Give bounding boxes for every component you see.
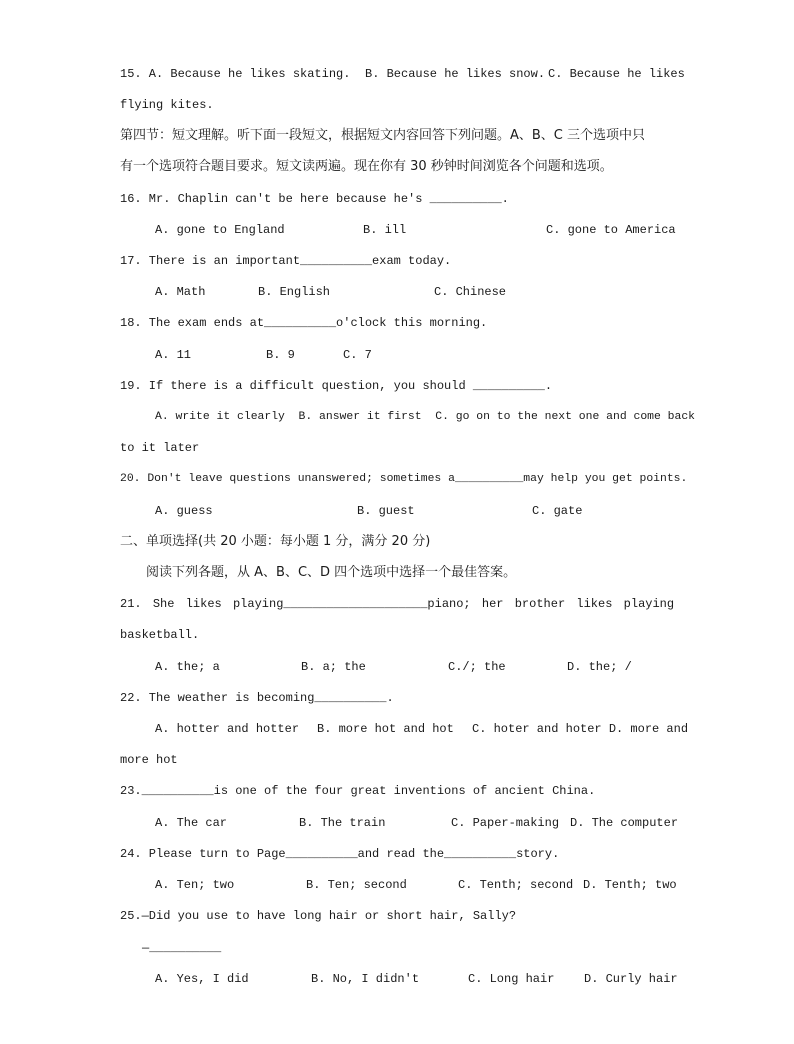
q23-option-a: A. The car xyxy=(155,816,228,830)
q23-option-d: D. The computer xyxy=(570,816,679,830)
q25-option-d: D. Curly hair xyxy=(584,972,678,986)
q22-option-c-d: C. hoter and hoter D. more and xyxy=(472,722,689,736)
q21-option-b: B. a; the xyxy=(301,660,366,674)
q24-option-a: A. Ten; two xyxy=(155,878,235,892)
q21-stem-continued: basketball. xyxy=(120,628,200,642)
q23-option-b: B. The train xyxy=(299,816,386,830)
section4-instruction-line1: 第四节：短文理解。听下面一段短文，根据短文内容回答下列问题。A、B、C 三个选项中只 xyxy=(120,128,646,143)
q20-stem: 20. Don't leave questions unanswered; sometimes a__________may help you get points. xyxy=(120,473,688,485)
section4-instruction-line2: 有一个选项符合题目要求。短文读两遍。现在你有 30 秒钟时间浏览各个问题和选项。 xyxy=(120,159,613,174)
q16-option-a: A. gone to England xyxy=(155,223,285,237)
q20-option-c: C. gate xyxy=(532,504,583,518)
q19-stem: 19. If there is a difficult question, you should __________. xyxy=(120,379,553,393)
q15-option-c-continued: flying kites. xyxy=(120,98,214,112)
q22-option-d-continued: more hot xyxy=(120,753,178,767)
q17-option-a: A. Math xyxy=(155,285,206,299)
q23-option-c: C. Paper-making xyxy=(451,816,560,830)
q17-option-b: B. English xyxy=(258,285,331,299)
q25-option-a: A. Yes, I did xyxy=(155,972,249,986)
q21-word: brother xyxy=(514,597,566,611)
q18-option-a: A. 11 xyxy=(155,348,192,362)
q16-option-b: B. ill xyxy=(363,223,407,237)
q25-answer-blank: —__________ xyxy=(142,941,222,955)
q25-option-c: C. Long hair xyxy=(468,972,555,986)
q19-options-continued: to it later xyxy=(120,441,200,455)
q25-option-b: B. No, I didn't xyxy=(311,972,420,986)
q24-option-b: B. Ten; second xyxy=(306,878,407,892)
q20-option-b: B. guest xyxy=(357,504,415,518)
q20-option-a: A. guess xyxy=(155,504,213,518)
q25-stem: 25.—Did you use to have long hair or short hair, Sally? xyxy=(120,909,517,923)
q18-stem: 18. The exam ends at__________o'clock this morning. xyxy=(120,316,488,330)
q17-option-c: C. Chinese xyxy=(434,285,507,299)
q21-word: her xyxy=(481,597,504,611)
q21-word: likes xyxy=(576,597,613,611)
part2-heading: 二、单项选择(共 20 小题：每小题 1 分，满分 20 分) xyxy=(120,534,431,549)
q21-word: She xyxy=(152,597,175,611)
q24-option-d: D. Tenth; two xyxy=(583,878,677,892)
q21-word: playing____________________piano; xyxy=(232,597,471,611)
q21-stem xyxy=(120,596,674,612)
q22-option-a: A. hotter and hotter xyxy=(155,722,300,736)
q21-word: playing xyxy=(623,597,675,611)
q24-option-c: C. Tenth; second xyxy=(458,878,574,892)
q15-option-c: C. Because he likes xyxy=(548,67,685,81)
q22-stem: 22. The weather is becoming__________. xyxy=(120,691,394,705)
q17-stem: 17. There is an important__________exam today. xyxy=(120,254,452,268)
q16-option-c: C. gone to America xyxy=(546,223,676,237)
q21-option-c: C./; the xyxy=(448,660,506,674)
q21-option-a: A. the; a xyxy=(155,660,220,674)
q21-option-d: D. the; / xyxy=(567,660,632,674)
part2-instruction: 阅读下列各题，从 A、B、C、D 四个选项中选择一个最佳答案。 xyxy=(146,565,517,580)
q18-option-c: C. 7 xyxy=(343,348,372,362)
q18-option-b: B. 9 xyxy=(266,348,295,362)
q21-word: 21. xyxy=(120,597,142,611)
q24-stem: 24. Please turn to Page__________and read the__________story. xyxy=(120,847,560,861)
q23-stem: 23.__________is one of the four great inventions of ancient China. xyxy=(120,784,596,798)
q19-options: A. write it clearly B. answer it first C. go on to the next one and come back xyxy=(155,411,696,423)
q16-stem: 16. Mr. Chaplin can't be here because he's __________. xyxy=(120,192,509,206)
q15-option-b: B. Because he likes snow. xyxy=(365,67,546,81)
q15-option-a: 15. A. Because he likes skating. xyxy=(120,67,351,81)
q21-word: likes xyxy=(185,597,222,611)
q22-option-b: B. more hot and hot xyxy=(317,722,454,736)
